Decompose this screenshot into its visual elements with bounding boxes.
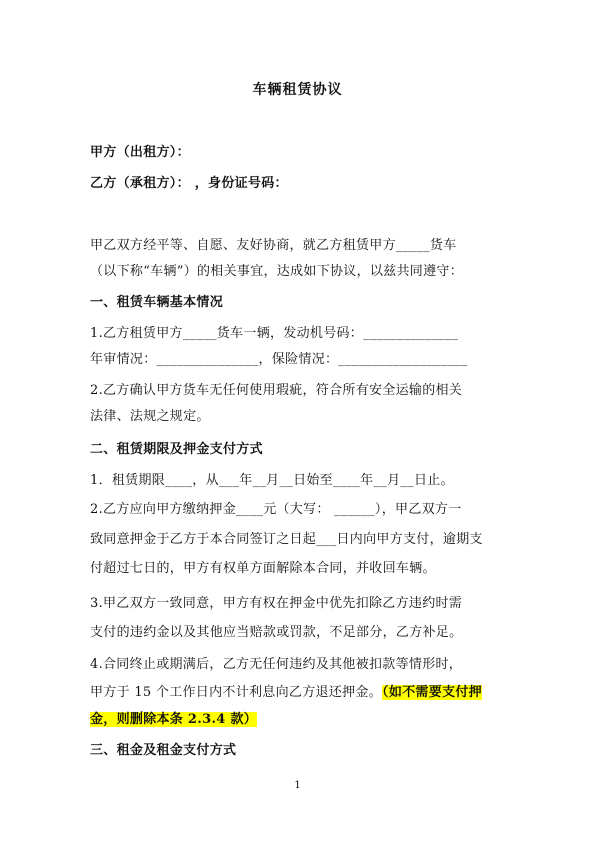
section-2-p4-text: 甲方于 15 个工作日内不计利息向乙方退还押金。 (90, 685, 383, 700)
party-b-label: 乙方（承租方）： ，身份证号码： (90, 176, 288, 191)
section-1-p2-line2: 法律、法规之规定。 (90, 409, 210, 424)
section-3-heading: 三、租金及租金支付方式 (90, 743, 237, 758)
intro-line-2: （以下称“车辆”）的相关事宜，达成如下协议，以兹共同遵守： (90, 264, 463, 279)
section-2-p4-line1: 4.合同终止或期满后，乙方无任何违约及其他被扣款等情形时， (90, 657, 463, 672)
section-2-p3-line2: 支付的违约金以及其他应当赔款或罚款，不足部分，乙方补足。 (90, 625, 463, 640)
document-title: 车辆租赁协议 (252, 82, 343, 98)
section-1-p1-line2: 年审情况：_______________，保险情况：___________________ (90, 352, 468, 367)
section-2-p4-line2 (90, 683, 510, 703)
section-2-p1: 1．租赁期限____，从___年__月__日始至____年__月__日止。 (90, 473, 454, 488)
section-1-p2-line1: 2.乙方确认甲方货车无任何使用瑕疵，符合所有安全运输的相关 (90, 383, 463, 398)
intro-line-1: 甲乙双方经平等、自愿、友好协商，就乙方租赁甲方_____货车 (90, 238, 457, 253)
section-1-p1-line1: 1.乙方租赁甲方_____货车一辆，发动机号码：______________ (90, 326, 459, 341)
section-2-p3-line1: 3.甲乙双方一致同意，甲方有权在押金中优先扣除乙方违约时需 (90, 596, 463, 611)
highlighted-note-part-1: （如不需要支付押 (382, 685, 482, 700)
highlighted-note-part-2: 金，则删除本条 2.3.4 款） (90, 712, 258, 727)
section-2-p2-line2: 致同意押金于乙方于本合同签订之日起___日内向甲方支付，逾期支 (90, 532, 483, 547)
page-number: 1 (294, 780, 301, 791)
party-a-label: 甲方（出租方）： (90, 145, 190, 160)
section-1-heading: 一、租赁车辆基本情况 (90, 295, 224, 310)
section-2-p4-line3 (90, 710, 510, 730)
section-2-p2-line3: 付超过七日的，甲方有权单方面解除本合同，并收回车辆。 (90, 561, 436, 576)
section-2-heading: 二、租赁期限及押金支付方式 (90, 442, 263, 457)
section-2-p2-line1: 2.乙方应向甲方缴纳押金____元（大写： ______），甲乙双方一 (90, 502, 462, 517)
